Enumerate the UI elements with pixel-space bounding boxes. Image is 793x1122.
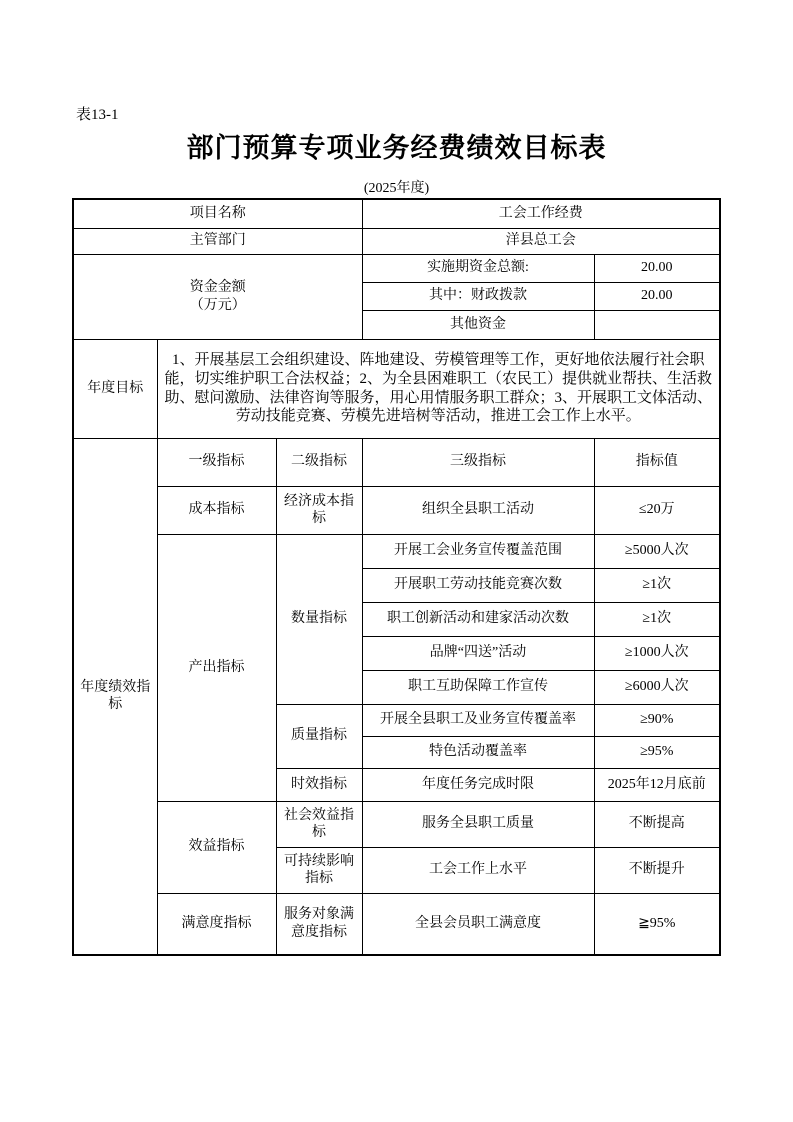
header-level1-cell: 一级指标 [157,438,276,486]
quantity-indicator-value-cell: ≥1000人次 [594,636,720,670]
performance-indicators-section-label-cell: 年度绩效指标 [73,438,157,955]
quantity-indicator-l3-cell: 开展职工劳动技能竞赛次数 [362,568,594,602]
other-funds-label-cell: 其他资金 [362,310,594,339]
social-benefit-l2-cell: 社会效益指标 [276,801,362,847]
year-subtitle: (2025年度) [363,181,430,196]
satisfaction-indicator-value-cell: ≧95% [594,893,720,955]
quality-indicator-value-cell: ≥95% [594,736,720,768]
indicator-row [73,801,720,847]
quality-indicator-value-cell: ≥90% [594,704,720,736]
table-row [73,228,720,254]
performance-target-table [72,198,721,956]
project-name-label-cell: 项目名称 [73,199,362,228]
fund-amount-label-cell [73,254,362,339]
other-funds-value-cell [594,310,720,339]
fund-amount-label-line2: （万元） [189,297,246,313]
header-value-cell: 指标值 [594,438,720,486]
quality-indicator-l2-cell: 质量指标 [276,704,362,768]
satisfaction-indicator-l2-cell: 服务对象满意度指标 [276,893,362,955]
time-indicator-l2-cell: 时效指标 [276,768,362,801]
department-label-cell: 主管部门 [73,228,362,254]
table-row [73,339,720,438]
indicator-row [73,486,720,534]
time-indicator-value-cell: 2025年12月底前 [594,768,720,801]
quantity-indicator-value-cell: ≥5000人次 [594,534,720,568]
quantity-indicator-l3-cell: 开展工会业务宣传覆盖范围 [362,534,594,568]
cost-indicator-l1-cell: 成本指标 [157,486,276,534]
sustainable-impact-value-cell: 不断提升 [594,847,720,893]
quality-indicator-l3-cell: 开展全县职工及业务宣传覆盖率 [362,704,594,736]
header-level2-cell: 二级指标 [276,438,362,486]
benefit-indicator-l1-cell: 效益指标 [157,801,276,893]
cost-indicator-l3-cell: 组织全县职工活动 [362,486,594,534]
quantity-indicator-value-cell: ≥1次 [594,568,720,602]
quantity-indicator-l2-cell: 数量指标 [276,534,362,704]
quantity-indicator-l3-cell: 品牌“四送”活动 [362,636,594,670]
output-indicator-l1-cell: 产出指标 [157,534,276,801]
indicator-row [73,534,720,568]
page-title: 部门预算专项业务经费绩效目标表 [186,133,607,163]
fiscal-allocation-label-cell: 其中：财政拨款 [362,282,594,310]
social-benefit-value-cell: 不断提高 [594,801,720,847]
annual-goal-text-cell: 1、开展基层工会组织建设、阵地建设、劳模管理等工作，更好地依法履行社会职能，切实维护职工合法权益；2、为全县困难职工（农民工）提供就业帮扶、生活救助、慰问激励、法律咨询等服务，用心用情服务职工群众；3、开展职工文体活动、劳动技能竞赛、劳模先进培树等活动，推进工会工作上水平。 [157,339,720,438]
project-name-value-cell: 工会工作经费 [362,199,720,228]
fund-amount-label-line1: 资金金额 [189,280,246,295]
time-indicator-l3-cell: 年度任务完成时限 [362,768,594,801]
cost-indicator-l2-cell: 经济成本指标 [276,486,362,534]
quality-indicator-l3-cell: 特色活动覆盖率 [362,736,594,768]
table-row [73,254,720,282]
annual-goal-label-cell: 年度目标 [73,339,157,438]
social-benefit-l3-cell: 服务全县职工质量 [362,801,594,847]
quantity-indicator-l3-cell: 职工互助保障工作宣传 [362,670,594,704]
indicator-header-row [73,438,720,486]
table-number: 表13-1 [76,107,119,123]
fiscal-allocation-value-cell: 20.00 [594,282,720,310]
total-funds-label-cell: 实施期资金总额: [362,254,594,282]
indicator-row [73,893,720,955]
cost-indicator-value-cell: ≤20万 [594,486,720,534]
department-value-cell: 洋县总工会 [362,228,720,254]
total-funds-value-cell: 20.00 [594,254,720,282]
sustainable-impact-l3-cell: 工会工作上水平 [362,847,594,893]
sustainable-impact-l2-cell: 可持续影响指标 [276,847,362,893]
quantity-indicator-value-cell: ≥1次 [594,602,720,636]
satisfaction-indicator-l1-cell: 满意度指标 [157,893,276,955]
header-level3-cell: 三级指标 [362,438,594,486]
satisfaction-indicator-l3-cell: 全县会员职工满意度 [362,893,594,955]
quantity-indicator-l3-cell: 职工创新活动和建家活动次数 [362,602,594,636]
quantity-indicator-value-cell: ≥6000人次 [594,670,720,704]
table-row [73,199,720,228]
